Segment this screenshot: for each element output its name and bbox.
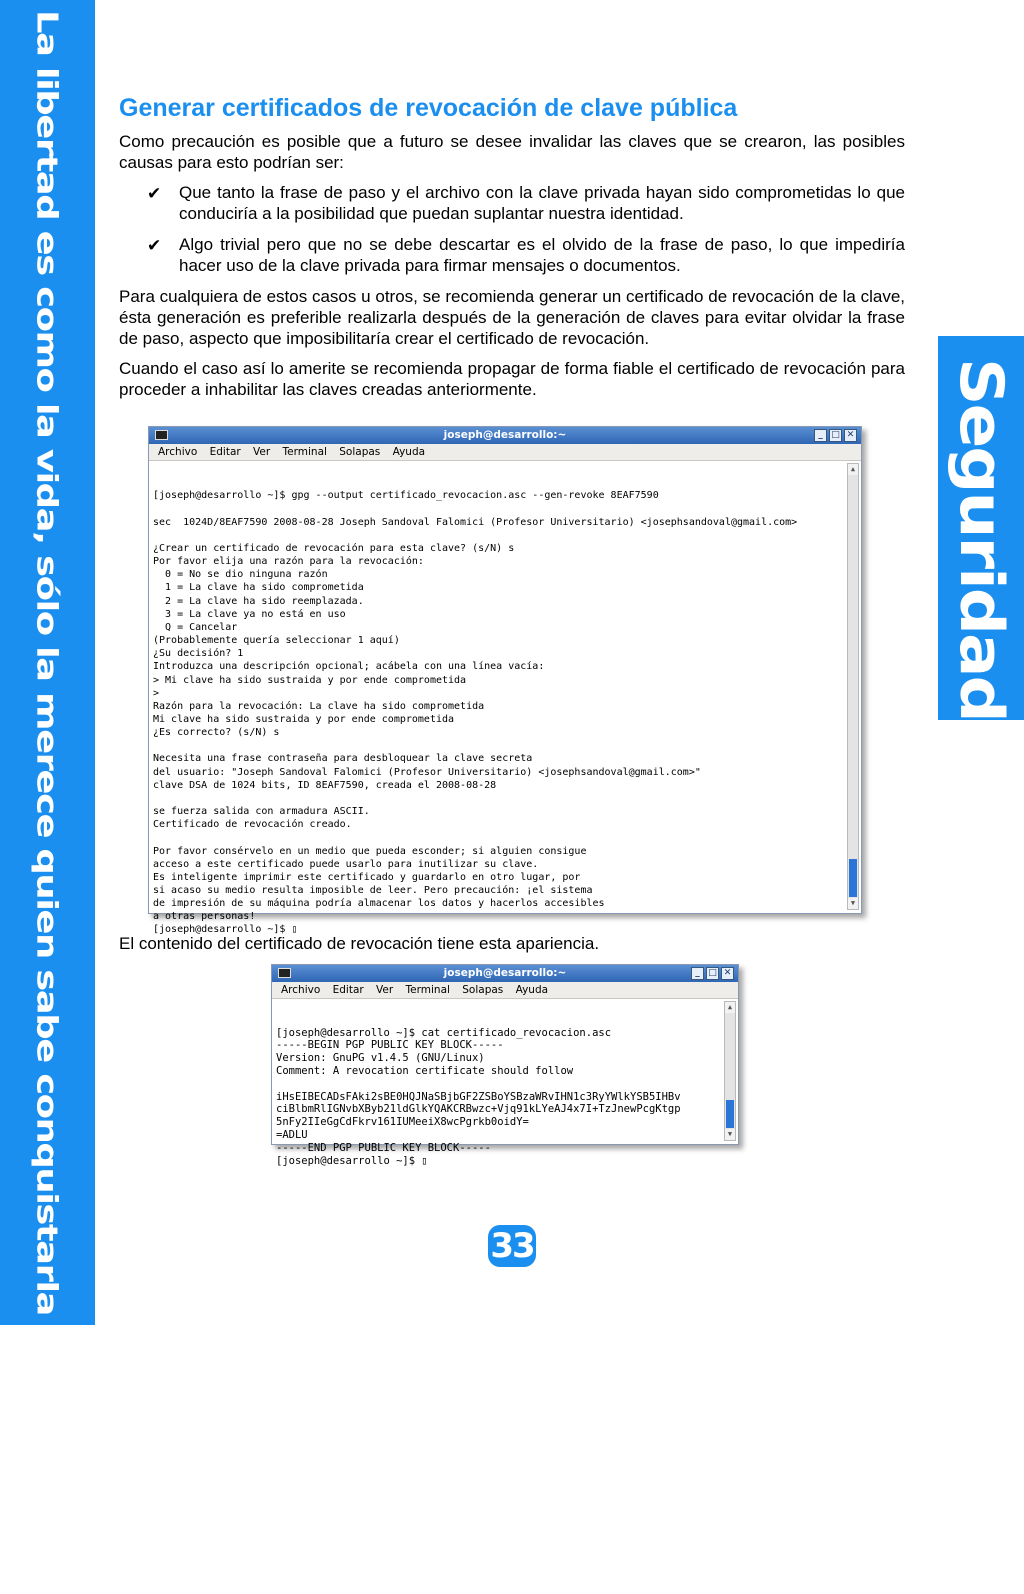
terminal-title: joseph@desarrollo:~ <box>443 429 567 441</box>
side-motto: La libertad es como la vida, sólo la merece quien sabe conquistarla todos los días <box>30 10 64 1594</box>
bullet-text: Que tanto la frase de paso y el archivo con la clave privada hayan sido comprometidas lo que conduciría a la posibilidad que puedan suplantar nuestra identidad. <box>179 183 905 223</box>
list-item <box>119 234 905 276</box>
side-band <box>0 0 95 1594</box>
intro-paragraph: Como precaución es posible que a futuro se desee invalidar las claves que se crearon, las posibles causas para esto podrían ser: <box>119 132 905 172</box>
bullet-text: Algo trivial pero que no se debe descartar es el olvido de la frase de paso, lo que impediría hacer uso de la clave privada para firmar mensajes o documentos. <box>179 235 905 275</box>
close-icon[interactable]: ✕ <box>721 967 734 980</box>
bullet-list <box>119 182 905 276</box>
scroll-down-icon[interactable]: ▼ <box>848 898 858 909</box>
terminal-output[interactable] <box>149 461 861 936</box>
menu-ayuda[interactable]: Ayuda <box>392 446 426 458</box>
checkmark-icon: ✔ <box>147 236 162 255</box>
scroll-up-icon[interactable]: ▲ <box>725 1002 735 1013</box>
maximize-icon[interactable]: □ <box>706 967 719 980</box>
scrollbar[interactable] <box>724 1001 736 1141</box>
menu-solapas[interactable]: Solapas <box>462 984 504 996</box>
close-icon[interactable]: ✕ <box>844 429 857 442</box>
article-title: Generar certificados de revocación de clave pública <box>119 94 738 122</box>
scroll-down-icon[interactable]: ▼ <box>725 1129 735 1140</box>
list-item <box>119 182 905 224</box>
menu-terminal[interactable]: Terminal <box>405 984 450 996</box>
menu-solapas[interactable]: Solapas <box>339 446 381 458</box>
menu-ver[interactable]: Ver <box>376 984 394 996</box>
terminal-menubar <box>149 444 861 461</box>
menu-archivo[interactable]: Archivo <box>158 446 198 458</box>
scroll-thumb[interactable] <box>726 1100 734 1128</box>
menu-terminal[interactable]: Terminal <box>282 446 327 458</box>
terminal-window-1 <box>148 426 862 936</box>
terminal-window-2 <box>271 964 739 1167</box>
terminal-menubar <box>272 982 738 999</box>
terminal-titlebar <box>272 965 738 982</box>
page-number: 33 <box>488 1225 536 1267</box>
paragraph-2: Para cualquiera de estos casos u otros, se recomienda generar un certificado de revocación de la clave, ésta generación es preferible realizarla después de la generación de claves para evitar olvidar la frase de paso, aspecto que imposibilitaría crear el certificado de revocación. <box>119 287 905 348</box>
terminal-icon <box>155 430 168 440</box>
checkmark-icon: ✔ <box>147 184 162 203</box>
paragraph-3: Cuando el caso así lo amerite se recomienda propagar de forma fiable el certificado de revocación para proceder a inhabilitar las claves creadas anteriormente. <box>119 359 905 399</box>
scroll-up-icon[interactable]: ▲ <box>848 464 858 475</box>
menu-ver[interactable]: Ver <box>253 446 271 458</box>
terminal-icon <box>278 968 291 978</box>
minimize-icon[interactable]: _ <box>691 967 704 980</box>
menu-archivo[interactable]: Archivo <box>281 984 321 996</box>
section-tab-label: Seguridad <box>946 358 1017 721</box>
terminal-text: [joseph@desarrollo ~]$ gpg --output certificado_revocacion.asc --gen-revoke 8EAF7590 sec 1024D/8EAF7590 2008-08-28 Joseph Sandoval Falomici (Profesor Universitario) <josephsandoval@gmail.com> ¿Crear un certificado de revocación para esta clave? (s/N) s Por favor elija una razón para la revocación: 0 = No se dio ninguna razón 1 = La clave ha sido comprometida 2 = La clave ha sido reemplazada. 3 = La clave ya no está en uso Q = Cancelar (Probablemente quería seleccionar 1 aquí) ¿Su decisión? 1 Introduzca una descripción opcional; acábela con una línea vacía: > Mi clave ha sido sustraida y por ende comprometida > Razón para la revocación: La clave ha sido comprometida Mi clave ha sido sustraida y por ende comprometida ¿Es correcto? (s/N) s Necesita una frase contraseña para desbloquear la clave secreta del usuario: "Joseph Sandoval Falomici (Profesor Universitario) <josephsandoval@gmail.com>" clave DSA de 1024 bits, ID 8EAF7590, creada el 2008-08-28 se fuerza salida con armadura ASCII. Certificado de revocación creado. Por favor consérvelo en un medio que pueda esconder; si alguien consigue acceso a este certificado puede usarlo para inutilizar su clave. Es inteligente imprimir este certificado y guardarlo en otro lugar, por si acaso su medio resulta imposible de leer. Pero precaución: ¡el sistema de impresión de su máquina podría almacenar los datos y hacerlos accesibles a otras personas! [joseph@desarrollo ~]$ ▯ <box>153 490 798 936</box>
scroll-thumb[interactable] <box>849 859 857 897</box>
section-tab <box>938 336 1024 720</box>
terminal-text: [joseph@desarrollo ~]$ cat certificado_revocacion.asc -----BEGIN PGP PUBLIC KEY BLOCK----- Version: GnuPG v1.4.5 (GNU/Linux) Comment: A revocation certificate should follow iHsEIBECADsFAki2sBE0HQJNaSBjbGF2ZSBoYSBzaWRvIHN1c3RyYWlkYSB5IHBv ciBlbmRlIGNvbXByb21ldGlkYQAKCRBwzc+Vjq91kLYeAJ4x7I+TzJnewPcgKtgp 5nFy2IIeGgCdFkrv161IUMeeiX8wcPgrkb0oidY= =ADLU -----END PGP PUBLIC KEY BLOCK----- [joseph@desarrollo ~]$ ▯ <box>276 1026 681 1167</box>
scrollbar[interactable] <box>847 463 859 910</box>
paragraph-4: El contenido del certificado de revocación tiene esta apariencia. <box>119 934 600 953</box>
article <box>119 94 905 409</box>
menu-editar[interactable]: Editar <box>209 446 241 458</box>
menu-editar[interactable]: Editar <box>332 984 364 996</box>
terminal-title: joseph@desarrollo:~ <box>443 967 567 979</box>
menu-ayuda[interactable]: Ayuda <box>515 984 549 996</box>
terminal-output[interactable] <box>272 999 738 1167</box>
minimize-icon[interactable]: _ <box>814 429 827 442</box>
maximize-icon[interactable]: □ <box>829 429 842 442</box>
terminal-titlebar <box>149 427 861 444</box>
